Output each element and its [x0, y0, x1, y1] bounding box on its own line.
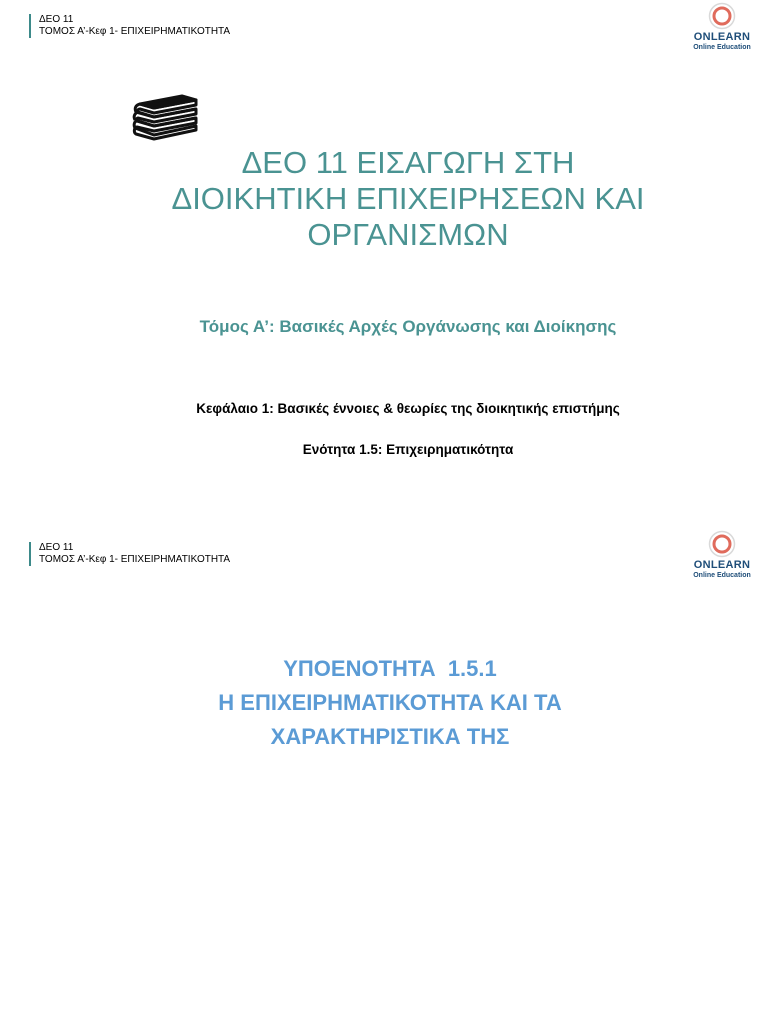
- logo-brand-text: ONLEARN: [693, 31, 751, 43]
- target-ring-icon: [708, 2, 736, 30]
- subsection-title-line: ΧΑΡΑΚΤΗΡΙΣΤΙΚΑ ΤΗΣ: [270, 724, 510, 749]
- unit-heading: Ενότητα 1.5: Επιχειρηματικότητα: [302, 442, 514, 457]
- logo-brand-text: ONLEARN: [693, 559, 751, 571]
- onlearn-logo: [692, 530, 752, 580]
- logo-tagline: Online Education: [693, 44, 751, 51]
- header-volume-chapter: ΤΟΜΟΣ Α’-Κεφ 1- ΕΠΙΧΕΙΡΗΜΑΤΙΚΟΤΗΤΑ: [39, 26, 231, 37]
- course-title-line: ΟΡΓΑΝΙΣΜΩΝ: [307, 217, 509, 252]
- course-title: [80, 145, 736, 253]
- onlearn-logo: [692, 2, 752, 52]
- course-title-line: ΔΕΟ 11 ΕΙΣΑΓΩΓΗ ΣΤΗ: [241, 145, 575, 180]
- chapter-heading: Κεφάλαιο 1: Βασικές έννοιες & θεωρίες της διοικητικής επιστήμης: [196, 401, 620, 416]
- header-course-code: ΔΕΟ 11: [39, 542, 74, 553]
- slide-subsection: [0, 528, 768, 1024]
- header-course-code: ΔΕΟ 11: [39, 14, 74, 25]
- course-title-line: ΔΙΟΙΚΗΤΙΚΗ ΕΠΙΧΕΙΡΗΣΕΩΝ ΚΑΙ: [171, 181, 645, 216]
- subsection-title: [80, 652, 700, 754]
- subsection-title-line: ΥΠΟΕΝΟΤΗΤΑ 1.5.1: [283, 656, 497, 681]
- target-ring-icon: [708, 530, 736, 558]
- slide-header: [29, 14, 230, 38]
- logo-tagline: Online Education: [693, 572, 751, 579]
- volume-subtitle: Τόμος Α’: Βασικές Αρχές Οργάνωσης και Διοίκησης: [199, 317, 617, 336]
- slide-header: [29, 542, 230, 566]
- subsection-title-line: Η ΕΠΙΧΕΙΡΗΜΑΤΙΚΟΤΗΤΑ ΚΑΙ ΤΑ: [218, 690, 562, 715]
- header-volume-chapter: ΤΟΜΟΣ Α’-Κεφ 1- ΕΠΙΧΕΙΡΗΜΑΤΙΚΟΤΗΤΑ: [39, 554, 231, 565]
- books-stack-icon: [130, 90, 200, 151]
